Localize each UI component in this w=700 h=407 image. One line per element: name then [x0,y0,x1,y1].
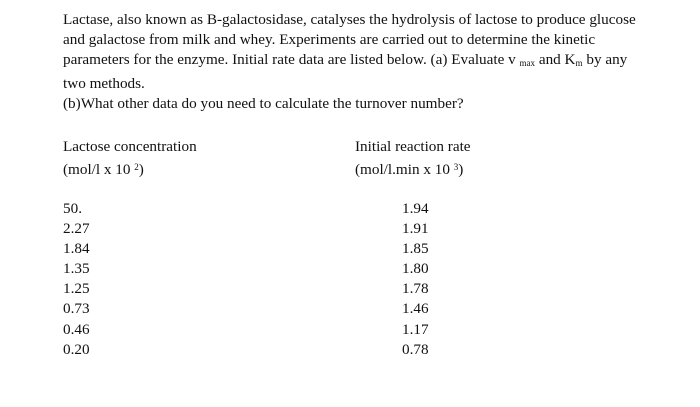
question-line-4: two methods. [63,74,145,92]
rate-value: 1.80 [402,260,429,278]
rate-value: 0.78 [402,340,429,358]
col1-header-title: Lactose concentration [63,138,197,155]
question-text [63,10,683,114]
col2-header-exponent: 3 [453,162,459,172]
concentration-value: 0.46 [63,320,90,338]
question-line-3-start: parameters for the enzyme. Initial rate data are listed below. (a) Evaluate v [63,51,520,69]
rate-value: 1.46 [402,300,429,318]
km-subscript: m [575,58,583,69]
question-line-1: Lactase, also known as B-galactosidase, catalyses the hydrolysis of lactose to produce glucose [63,11,636,28]
question-line-3-mid: and K [535,51,576,69]
col1-header [63,137,197,180]
concentration-column [63,199,90,360]
col1-header-unit-text: (mol/l x 10 [63,161,135,178]
concentration-value: 50. [63,200,82,217]
col2-header-unit-text: (mol/l.min x 10 [355,161,454,178]
col2-header-unit [355,157,471,180]
concentration-value: 1.25 [63,280,90,298]
concentration-value: 1.84 [63,240,90,258]
question-line-3 [63,50,683,73]
rate-value: 1.17 [402,320,429,338]
col2-header-title: Initial reaction rate [355,138,471,155]
question-line-5: (b)What other data do you need to calculate the turnover number? [63,94,464,112]
rate-value: 1.94 [402,200,429,217]
concentration-value: 0.20 [63,340,90,358]
col1-header-unit [63,157,197,180]
question-line-2: and galactose from milk and whey. Experiments are carried out to determine the kinetic [63,31,596,49]
col2-header [355,137,471,180]
concentration-value: 2.27 [63,220,90,238]
rate-value: 1.85 [402,240,429,258]
concentration-value: 1.35 [63,260,90,278]
rate-value: 1.91 [402,220,429,238]
concentration-value: 0.73 [63,300,90,318]
col2-header-close: ) [458,161,464,178]
col1-header-close: ) [138,161,144,178]
vmax-subscript: max [519,58,536,69]
rate-column [402,199,429,360]
question-line-3-end: by any [582,51,628,69]
rate-value: 1.78 [402,280,429,298]
col1-header-exponent: 2 [134,162,139,172]
